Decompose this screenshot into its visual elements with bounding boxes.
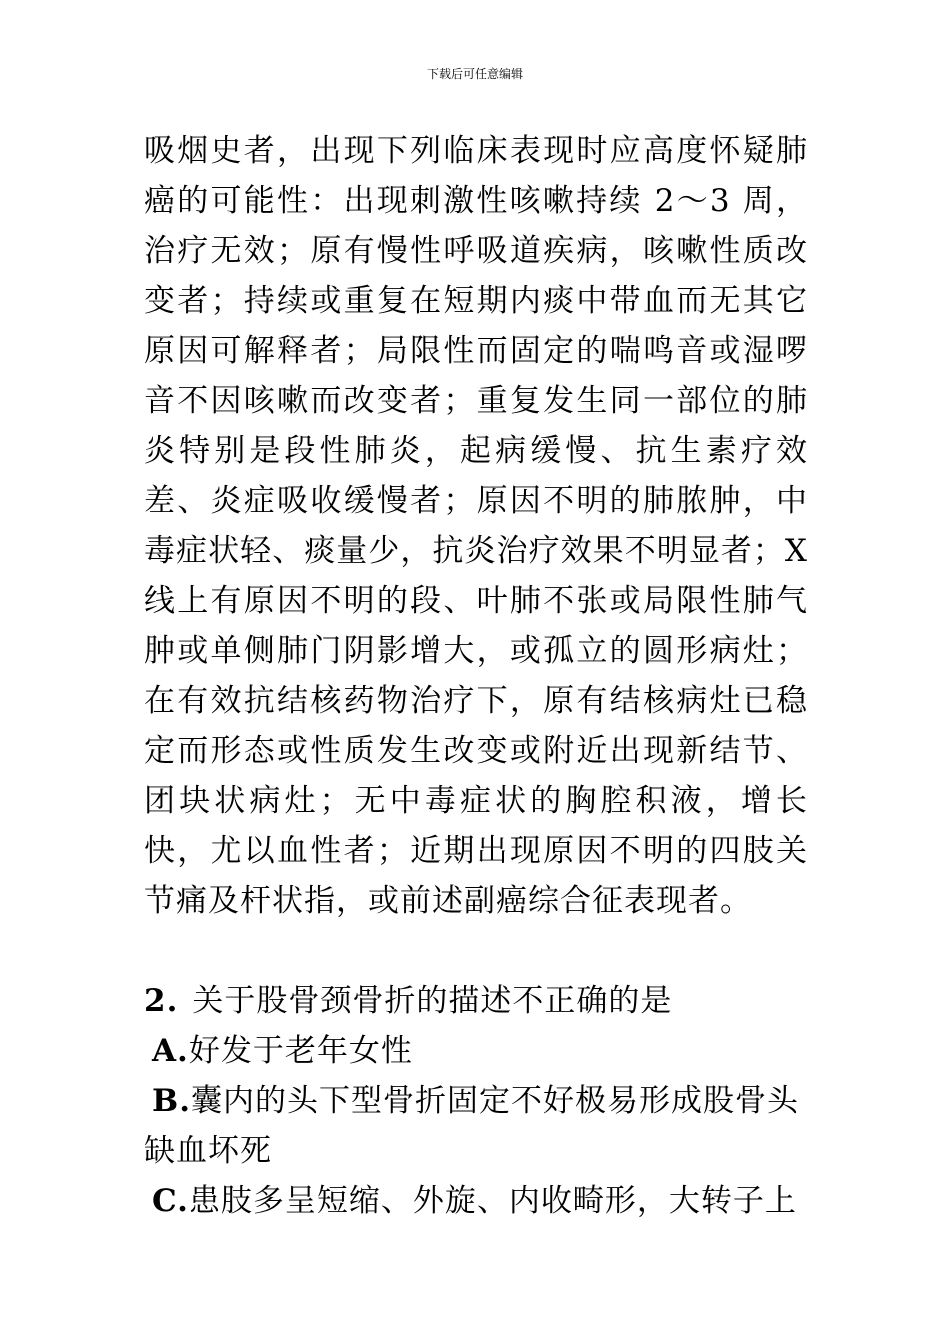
option-b-text: 囊内的头下型骨折固定不好极易形成股骨头缺血坏死 (144, 1083, 799, 1169)
option-a-letter: A. (152, 1033, 189, 1069)
option-c-text: 患肢多呈短缩、外旋、内收畸形，大转子上 (188, 1183, 797, 1219)
option-c (144, 1176, 808, 1226)
document-body (144, 126, 808, 1226)
question-stem (144, 976, 808, 1026)
option-b (144, 1076, 808, 1176)
question-stem-text: 关于股骨颈骨折的描述不正确的是 (192, 983, 673, 1019)
option-a (144, 1026, 808, 1076)
option-b-letter: B. (152, 1083, 191, 1119)
page-header (0, 66, 950, 82)
header-text: 下载后可任意编辑 (426, 67, 523, 81)
option-a-text: 好发于老年女性 (188, 1033, 413, 1069)
paragraph-gap (144, 926, 808, 976)
body-paragraph: 吸烟史者，出现下列临床表现时应高度怀疑肺癌的可能性：出现刺激性咳嗽持续 2～3 周，治疗无效；原有慢性呼吸道疾病，咳嗽性质改变者；持续或重复在短期内痰中带血而无其它原因可解释者；局限性而固定的喘鸣音或湿啰音不因咳嗽而改变者；重复发生同一部位的肺炎特别是段性肺炎，起病缓慢、抗生素疗效差、炎症吸收缓慢者；原因不明的肺脓肿，中毒症状轻、痰量少，抗炎治疗效果不明显者；X 线上有原因不明的段、叶肺不张或局限性肺气肿或单侧肺门阴影增大，或孤立的圆形病灶；在有效抗结核药物治疗下，原有结核病灶已稳定而形态或性质发生改变或附近出现新结节、团块状病灶；无中毒症状的胸腔积液，增长快，尤以血性者；近期出现原因不明的四肢关节痛及杆状指，或前述副癌综合征表现者。 (144, 133, 808, 919)
question-number-separator: . (166, 983, 179, 1019)
question-number: 2 (144, 983, 167, 1019)
option-c-letter: C. (152, 1183, 189, 1219)
